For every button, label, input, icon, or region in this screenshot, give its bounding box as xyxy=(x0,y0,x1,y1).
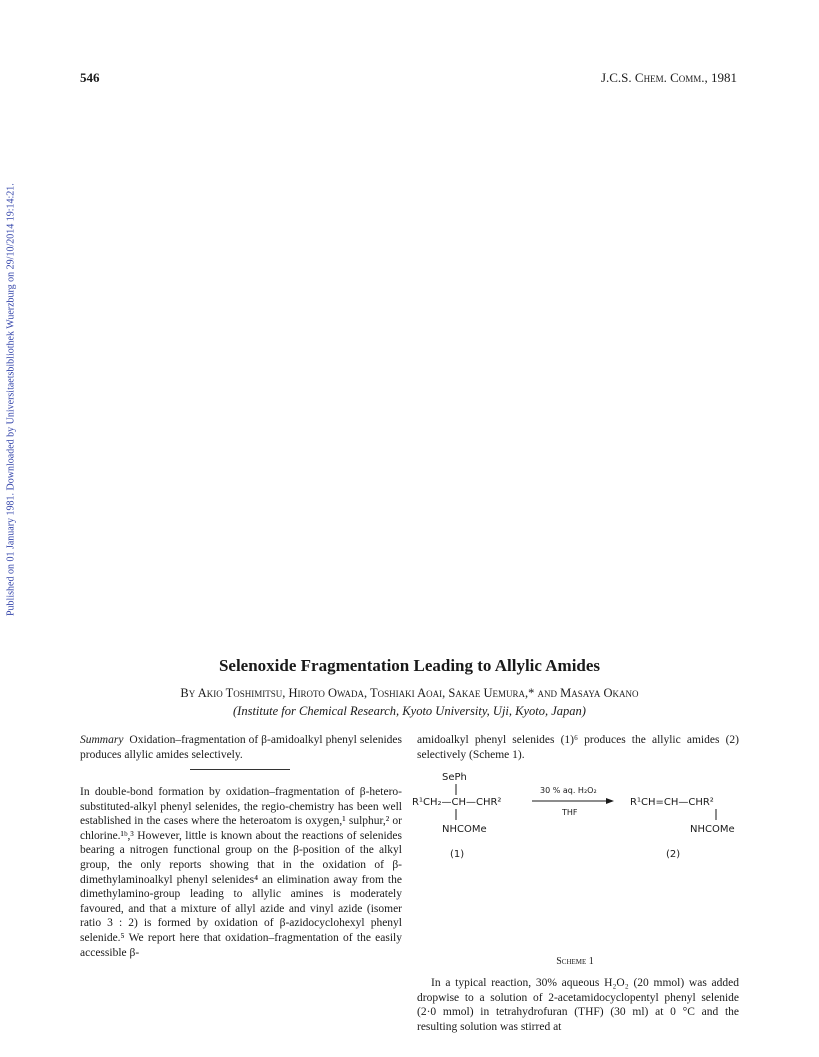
reactant-chain: R¹CH₂—CH—CHR² xyxy=(412,797,502,808)
author-affiliation: (Institute for Chemical Research, Kyoto University, Uji, Kyoto, Japan) xyxy=(233,704,586,718)
summary-paragraph xyxy=(80,733,402,763)
solvent-label: THF xyxy=(562,808,578,817)
page-number: 546 xyxy=(80,70,100,85)
summary-text: Oxidation–fragmentation of β-amidoalkyl phenyl selenides produces allylic amides selectively. xyxy=(80,734,403,761)
product-nhcome: NHCOMe xyxy=(690,824,735,835)
reactant-nhcome: NHCOMe xyxy=(442,824,487,835)
product-chain: R¹CH=CH—CHR² xyxy=(630,797,714,808)
scheme-caption: Scheme 1 xyxy=(556,956,594,967)
author-list: By Akio Toshimitsu, Hiroto Owada, Toshiaki Aoai, Sakae Uemura,* and Masaya Okano xyxy=(180,686,639,700)
summary-divider xyxy=(190,769,290,770)
summary-label: Summary xyxy=(80,734,124,746)
journal-header: J.C.S. Chem. Comm., 1981 xyxy=(600,70,737,85)
article-title: Selenoxide Fragmentation Leading to Allylic Amides xyxy=(218,656,601,675)
download-watermark[interactable]: Published on 01 January 1981. Downloaded by Universitaetsbibliothek Wuerzburg on 29/10/2014 19:14:21. xyxy=(5,183,17,617)
reactant-label: (1) xyxy=(450,849,465,860)
right-intro-paragraph: amidoalkyl phenyl selenides (1)⁶ produces the allylic amides (2) selectively (Scheme 1). xyxy=(417,734,739,761)
scheme-1-diagram xyxy=(410,765,750,865)
reactant-seph: SePh xyxy=(442,772,467,783)
product-label: (2) xyxy=(666,849,681,860)
reagent-label: 30 % aq. H₂O₂ xyxy=(540,786,597,795)
intro-paragraph: In double-bond formation by oxidation–fragmentation of β-hetero-substituted-alkyl phenyl selenides, the regio-chemistry has been well established in the cases where the heteroatom is oxygen,¹ sulphur,² or chlorine.¹ᵇ,³ However, little is known about the reactions of selenides bearing a nitrogen functional group on the β-position of the alkyl group, the only reports showing that in the oxidation of β-dimethylaminoalkyl phenyl selenides⁴ an elimination away from the dimethylamino-group leading to allylic amines is moderately favoured, and that a mixture of allyl azide and vinyl azide (isomer ratio 3 : 2) is formed by oxidation of β-azidocyclohexyl phenyl selenide.⁵ We report here that oxidation–fragmentation of the easily accessible β- xyxy=(80,786,402,959)
typical-reaction-paragraph: In a typical reaction, 30% aqueous H₂O₂ (20 mmol) was added dropwise to a solution of 2-acetamidocyclopentyl phenyl selenide (2·0 mmol) in tetrahydrofuran (THF) (30 ml) at 0 °C and the resulting solution was stirred at xyxy=(417,977,739,1033)
arrow-head xyxy=(606,798,614,804)
